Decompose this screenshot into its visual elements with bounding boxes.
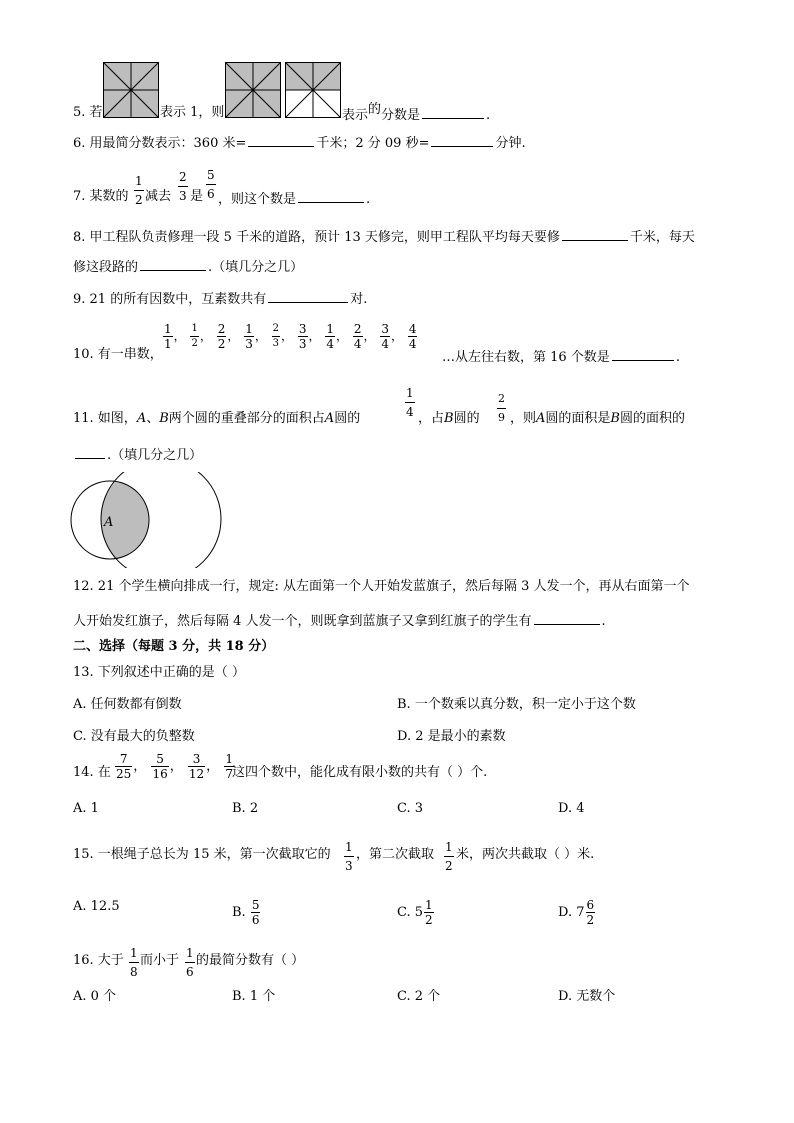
q14-option-c[interactable]: C. 3: [397, 801, 424, 816]
q15-option-c[interactable]: C. 5 $\frac{1}{2}$: [397, 898, 433, 927]
q5-text2: 表示的分数是 .: [342, 102, 491, 123]
q11-line1: 11. 如图，A、B两个圆的重叠部分的面积占A圆的: [73, 411, 361, 426]
circle-a-label: A: [104, 515, 114, 530]
fraction: $\frac{4}{4}$: [408, 322, 417, 351]
q16-option-b[interactable]: B. 1 个: [232, 989, 276, 1004]
fraction: $\frac{1}{2}$: [425, 898, 433, 927]
fraction: $\frac{3}{12}$: [188, 752, 205, 781]
fraction: $\frac{1}{7}$: [225, 752, 233, 781]
fraction: $\frac{1}{2}$: [445, 840, 453, 873]
q12-line2: 人开始发红旗子，然后每隔 4 人发一个，则既拿到蓝旗子又拿到红旗子的学生有 .: [73, 610, 606, 631]
q15-option-a[interactable]: A. 12.5: [73, 899, 120, 914]
answer-blank[interactable]: [431, 132, 493, 147]
fraction: $\frac{2}{3}$: [272, 323, 280, 349]
fraction: $\frac{1}{2}$: [191, 323, 198, 349]
q13-stem: 13. 下列叙述中正确的是（ ）: [73, 665, 245, 680]
fraction: $\frac{5}{6}$: [207, 168, 215, 201]
q5-line: 5. 若: [73, 105, 103, 120]
fraction: $\frac{1}{8}$: [130, 946, 138, 979]
q7-line: 7. 某数的: [73, 189, 129, 204]
grid-figure-full: [225, 62, 281, 118]
fraction: $\frac{2}{3}$: [179, 170, 187, 203]
answer-blank[interactable]: [422, 104, 484, 119]
fraction: $\frac{1}{3}$: [245, 322, 253, 351]
q14-option-d[interactable]: D. 4: [558, 801, 585, 816]
q13-option-a[interactable]: A. 任何数都有倒数: [73, 697, 182, 712]
q8-line1: 8. 甲工程队负责修理一段 5 千米的道路，预计 13 天修完，则甲工程队平均每天要修 千米，每天: [73, 226, 695, 247]
fraction: $\frac{7}{25}$: [116, 752, 132, 781]
answer-blank[interactable]: [75, 444, 105, 459]
q13-option-d[interactable]: D. 2 是最小的素数: [397, 729, 506, 744]
fraction: $\frac{1}{4}$: [326, 322, 335, 351]
q14-option-a[interactable]: A. 1: [73, 801, 99, 816]
fraction: $\frac{2}{2}$: [217, 322, 226, 351]
fraction: $\frac{6}{2}$: [586, 898, 595, 927]
q16-option-d[interactable]: D. 无数个: [558, 989, 616, 1004]
fraction: $\frac{2}{9}$: [497, 390, 506, 427]
q14-option-b[interactable]: B. 2: [232, 801, 259, 816]
q16-line: 16. 大于: [73, 953, 124, 968]
answer-blank[interactable]: [298, 188, 364, 203]
q11-line2: .（填几分之几）: [73, 444, 202, 465]
fraction: $\frac{5}{6}$: [251, 898, 260, 927]
q9-line: 9. 21 的所有因数中，互素数共有 对.: [73, 288, 367, 309]
q10-line: 10. 有一串数，: [73, 347, 163, 362]
answer-blank[interactable]: [562, 226, 628, 241]
q5-text1: 表示 1，则: [160, 105, 225, 120]
answer-blank[interactable]: [534, 610, 600, 625]
q16-option-a[interactable]: A. 0 个: [73, 989, 117, 1004]
answer-blank[interactable]: [140, 256, 206, 271]
fraction: $\frac{1}{2}$: [135, 174, 143, 207]
section-heading: 二、选择（每题 3 分，共 18 分）: [73, 639, 275, 654]
q14-fractions: $\frac{7}{25}$ ， $\frac{5}{16}$ ， $\frac{3}{12}$ ， $\frac{1}{7}$: [116, 752, 233, 781]
fraction: $\frac{1}{3}$: [345, 840, 353, 873]
q15-line: 15. 一根绳子总长为 15 米，第一次截取它的: [73, 847, 331, 862]
fraction: $\frac{3}{3}$: [298, 322, 307, 351]
q13-option-c[interactable]: C. 没有最大的负整数: [73, 729, 195, 744]
answer-blank[interactable]: [612, 346, 674, 361]
answer-blank[interactable]: [248, 132, 314, 147]
q13-option-b[interactable]: B. 一个数乘以真分数，积一定小于这个数: [397, 697, 636, 712]
grid-figure-partial: [285, 62, 341, 118]
q15-option-b[interactable]: B. $\frac{5}{6}$: [232, 898, 260, 927]
grid-figure-whole: [103, 62, 159, 118]
q8-line2: 修这段路的 .（填几分之几）: [73, 256, 303, 277]
fraction: $\frac{1}{6}$: [186, 946, 194, 979]
fraction: $\frac{1}{1}$: [164, 322, 172, 351]
q14-line: 14. 在: [73, 765, 111, 780]
q6-line: 6. 用最简分数表示：360 米= 千米；2 分 09 秒= 分钟.: [73, 132, 526, 153]
fraction: $\frac{5}{16}$: [152, 752, 168, 781]
fraction: $\frac{2}{4}$: [353, 322, 362, 351]
q10-tail: …从左往右数，第 16 个数是 .: [442, 346, 680, 367]
q15-option-d[interactable]: D. 7 $\frac{6}{2}$: [558, 898, 595, 927]
fraction: $\frac{3}{4}$: [381, 322, 389, 351]
answer-blank[interactable]: [268, 288, 348, 303]
q16-option-c[interactable]: C. 2 个: [397, 989, 441, 1004]
q12-line1: 12. 21 个学生横向排成一行，规定: 从左面第一个人开始发蓝旗子，然后每隔 3 人发一个，再从右面第一个: [73, 579, 690, 594]
fraction: $\frac{1}{4}$: [406, 386, 414, 419]
venn-diagram: [70, 472, 226, 568]
q10-fraction-sequence: $\frac{1}{1}$ ， $\frac{1}{2}$ ， $\frac{2}{2}$ ， $\frac{1}{3}$ ， $\frac{2}{3}$ ， $\frac{3}{3}$ ， $\frac{1}{4}$ ， $\frac{2}{4}$ ， $\frac{3}{4}$ ， $\frac{4}{4}$: [164, 322, 417, 351]
